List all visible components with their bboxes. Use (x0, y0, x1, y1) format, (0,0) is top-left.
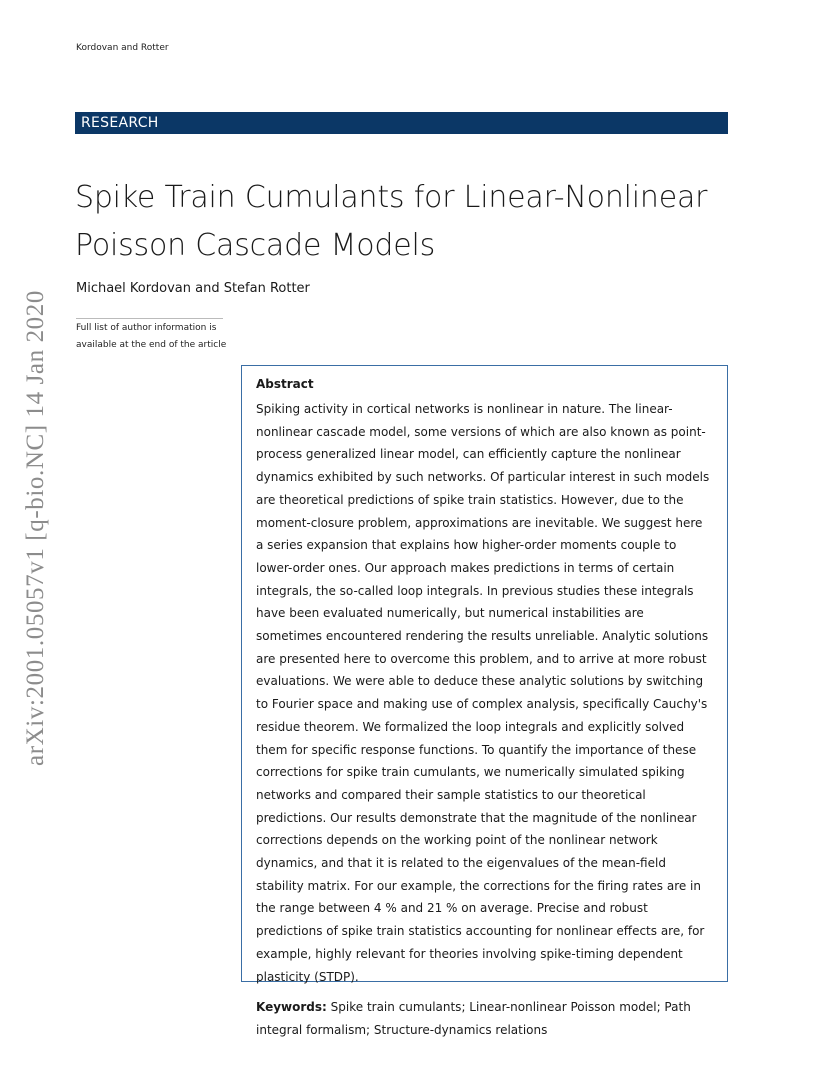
paper-title-line-2: Poisson Cascade Models (75, 228, 436, 263)
affiliation-note (76, 320, 236, 354)
keywords (256, 996, 713, 1041)
author-list: Michael Kordovan and Stefan Rotter (76, 281, 310, 296)
section-label-bar: RESEARCH (75, 112, 728, 134)
keywords-text: Spike train cumulants; Linear-nonlinear Poisson model; Path integral formalism; Structure-dynamics relations (256, 1000, 691, 1037)
keywords-label: Keywords: (256, 1000, 327, 1015)
affiliation-note-line-2: available at the end of the article (76, 340, 227, 350)
abstract-heading: Abstract (256, 377, 314, 391)
running-head: Kordovan and Rotter (76, 43, 169, 53)
paper-title-line-1: Spike Train Cumulants for Linear-Nonlinear (75, 180, 708, 215)
affiliation-divider (76, 318, 223, 319)
arxiv-identifier-stamp: arXiv:2001.05057v1 [q-bio.NC] 14 Jan 2020 (22, 290, 49, 766)
abstract-body: Spiking activity in cortical networks is nonlinear in nature. The linear-nonlinear cascade model, some versions of which are also known as point-process generalized linear model, can efficiently capture the nonlinear dynamics exhibited by such networks. Of particular interest in such models are theoretical predictions of spike train statistics. However, due to the moment-closure problem, approximations are inevitable. We suggest here a series expansion that explains how higher-order moments couple to lower-order ones. Our approach makes predictions in terms of certain integrals, the so-called loop integrals. In previous studies these integrals have been evaluated numerically, but numerical instabilities are sometimes encountered rendering the results unreliable. Analytic solutions are presented here to overcome this problem, and to arrive at more robust evaluations. We were able to deduce these analytic solutions by switching to Fourier space and making use of complex analysis, specifically Cauchy's residue theorem. We formalized the loop integrals and explicitly solved them for specific response functions. To quantify the importance of these corrections for spike train cumulants, we numerically simulated spiking networks and compared their sample statistics to our theoretical predictions. Our results demonstrate that the magnitude of the nonlinear corrections depends on the working point of the nonlinear network dynamics, and that it is related to the eigenvalues of the mean-field stability matrix. For our example, the corrections for the firing rates are in the range between 4 % and 21 % on average. Precise and robust predictions of spike train statistics accounting for nonlinear effects are, for example, highly relevant for theories involving spike-timing dependent plasticity (STDP). (256, 402, 710, 984)
affiliation-note-line-1: Full list of author information is (76, 323, 217, 333)
abstract-box (241, 365, 728, 1037)
paper-title (75, 174, 715, 270)
